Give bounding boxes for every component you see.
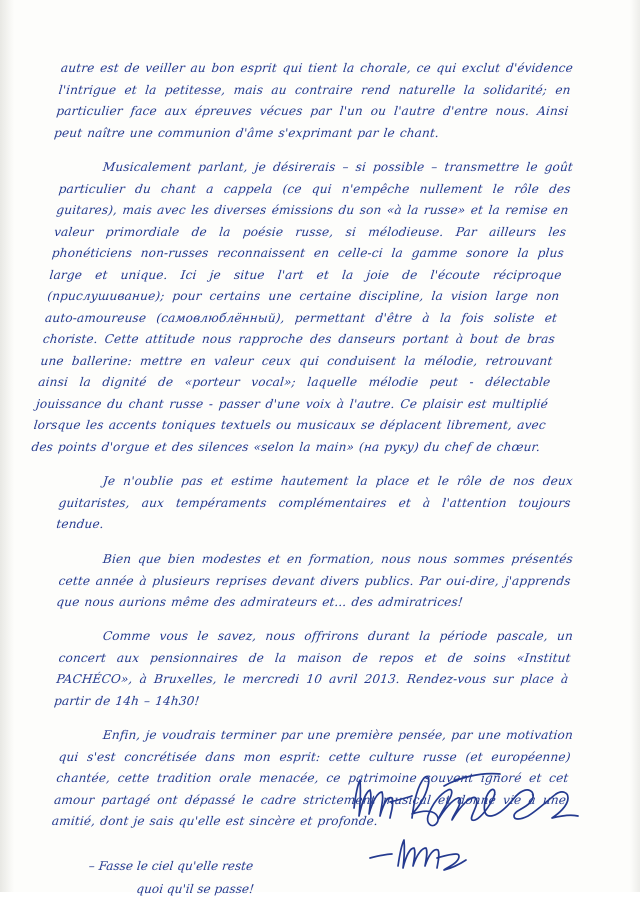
signature-block [348,762,588,874]
paragraph-1: autre est de veiller au bon esprit qui tient la chorale, ce qui exclut d'évidence l'intrigue et la petitesse, mais au contraire rend naturelle la solidarité; en particulier face aux épreuves vécues par l'un ou l'autre d'entre nous. Ainsi peut naître une communion d'âme s'exprimant par le chant. [53,61,574,140]
paragraph-3: Je n'oublie pas et estime hautement la place et le rôle de nos deux guitaristes, aux tempéraments complémentaires et à l'attention toujours tendue. [55,474,574,531]
signature-stroke-icon [348,762,588,874]
paragraph-2: Musicalement parlant, je désirerais – si possible – transmettre le goût particulier du chant a cappela (ce qui n'empêche nullement le rôle des guitares), mais avec les diverses émissions du son «à la russe» et la remise en valeur primordiale de la poésie russe, si mélodieuse. Par ailleurs les phonéticiens non-russes reconnaissent en celle-ci la gamme sonore la plus large et unique. Ici je situe l'art et la joie de l'écoute réciproque (прислушивание); pour certains une certaine discipline, la vision large non auto-amoureuse (самовлюблённый), permettant d'être à la fois soliste et choriste. Cette attitude nous rapproche des danseurs portant à bout de bras une ballerine: mettre en valeur ceux qui conduisent la mélodie, retrouvant ainsi la dignité de «porteur vocal»; laquelle mélodie peut - délectable jouissance du chant russe - passer d'une voix à l'autre. Ce plaisir est multiplié lorsque les accents toniques textuels ou musicaux se déplacent librement, avec des points d'orgue et des silences «selon la main» (на руку) du chef de chœur. [30,160,574,454]
paragraph-4: Bien que bien modestes et en formation, nous nous sommes présentés cette année à plusieurs reprises devant divers publics. Par oui-dire, j'apprends que nous aurions même des admirateurs et... des admiratrices! [55,551,574,609]
closing-line-2: quoi qu'il se passe! [135,881,255,896]
paragraph-5: Comme vous le savez, nous offrirons durant la période pascale, un concert aux pensionnaires de la maison de repos et de soins «Institut PACHÉCO», à Bruxelles, le mercredi 10 avril 2013. Rendez-vous sur place à partir de 14h – 14h30! [53,629,574,708]
paragraph-6: Enfin, je voudrais terminer par une première pensée, par une motivation qui s'est concrétisée dans mon esprit: cette culture russe (et européenne) chantée, cette tradition orale menacée, ce patrimoine souvent ignoré et cet amour partagé ont dépassé le cadre strictement musical et donné vie à une amitié, dont je sais qu'elle est sincère et profonde. [51,728,574,828]
closing-line-1: – Fasse le ciel qu'elle reste [88,858,254,873]
